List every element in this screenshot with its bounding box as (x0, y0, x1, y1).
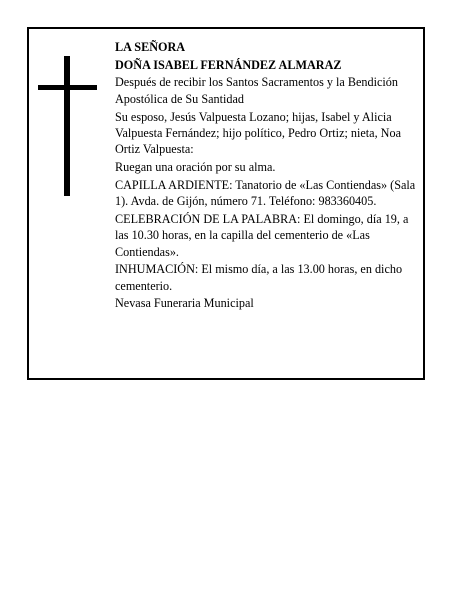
cross-vertical-bar (64, 56, 70, 196)
celebration-paragraph: CELEBRACIÓN DE LA PALABRA: El domingo, día 19, a las 10.30 horas, en la capilla del cementerio de «Las Contiendas». (115, 211, 409, 259)
cross-horizontal-bar (38, 85, 97, 90)
deceased-name: DOÑA ISABEL FERNÁNDEZ ALMARAZ (115, 57, 342, 72)
chapel-paragraph: CAPILLA ARDIENTE: Tanatorio de «Las Contiendas» (Sala 1). Avda. de Gijón, número 71. Teléfono: 983360405. (115, 177, 416, 209)
sacraments-paragraph: Después de recibir los Santos Sacramentos y la Bendición Apostólica de Su Santidad (115, 75, 398, 106)
obituary-text (115, 39, 421, 313)
funeral-home-name: Nevasa Funeraria Municipal (115, 296, 254, 311)
family-paragraph: Su esposo, Jesús Valpuesta Lozano; hijas, Isabel y Alicia Valpuesta Fernández; hijo político, Pedro Ortiz; nieta, Noa Ortiz Valpuesta: (115, 109, 401, 157)
burial-paragraph: INHUMACIÓN: El mismo día, a las 13.00 horas, en dicho cementerio. (115, 262, 403, 293)
prayer-paragraph: Ruegan una oración por su alma. (115, 160, 276, 175)
heading-title: LA SEÑORA (115, 40, 186, 54)
